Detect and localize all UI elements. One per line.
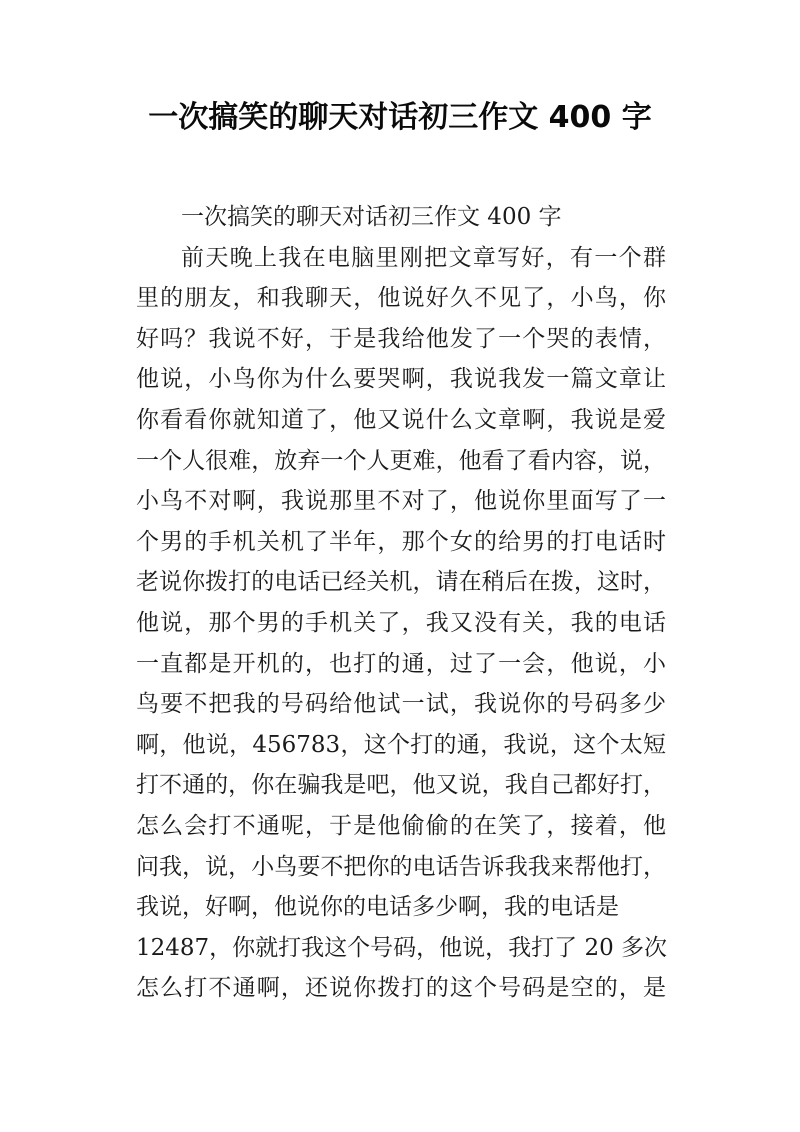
paragraph-line: 里的朋友，和我聊天，他说好久不见了，小鸟，你	[136, 285, 666, 312]
paragraph-line: 12487，你就打我这个号码，他说，我打了 20 多次	[136, 934, 668, 961]
paragraph-line: 他说，小鸟你为什么要哭啊，我说我发一篇文章让	[136, 366, 666, 393]
document-title: 一次搞笑的聊天对话初三作文 400 字	[148, 100, 652, 135]
paragraph-line: 他说，那个男的手机关了，我又没有关，我的电话	[136, 609, 666, 636]
paragraph-line: 小鸟不对啊，我说那里不对了，他说你里面写了一	[136, 488, 666, 515]
paragraph-line: 个男的手机关机了半年，那个女的给男的打电话时	[136, 528, 666, 555]
paragraph-line: 一个人很难，放弃一个人更难，他看了看内容，说，	[136, 447, 666, 474]
paragraph-line: 你看看你就知道了，他又说什么文章啊，我说是爱	[136, 406, 666, 433]
paragraph-line: 一直都是开机的，也打的通，过了一会，他说，小	[136, 650, 666, 677]
document-body	[136, 197, 666, 1009]
document-subtitle: 一次搞笑的聊天对话初三作文 400 字	[181, 204, 562, 230]
paragraph-line: 鸟要不把我的号码给他试一试，我说你的号码多少	[136, 691, 666, 718]
paragraph-line: 我说，好啊，他说你的电话多少啊，我的电话是	[136, 894, 619, 921]
paragraph-line: 啊，他说，456783，这个打的通，我说，这个太短	[136, 731, 666, 758]
paragraph-line: 打不通的，你在骗我是吧，他又说，我自己都好打，	[136, 772, 666, 799]
paragraph-line: 好吗？我说不好，于是我给他发了一个哭的表情，	[136, 325, 666, 352]
paragraph-line: 怎么会打不通呢，于是他偷偷的在笑了，接着，他	[136, 812, 666, 839]
paragraph-line: 前天晚上我在电脑里刚把文章写好，有一个群	[181, 244, 666, 271]
paragraph-line: 老说你拨打的电话已经关机，请在稍后在拨，这时，	[136, 569, 666, 596]
paragraph-line: 怎么打不通啊，还说你拨打的这个号码是空的，是	[136, 975, 666, 1002]
paragraph-line: 问我，说，小鸟要不把你的电话告诉我我来帮他打，	[136, 853, 666, 880]
